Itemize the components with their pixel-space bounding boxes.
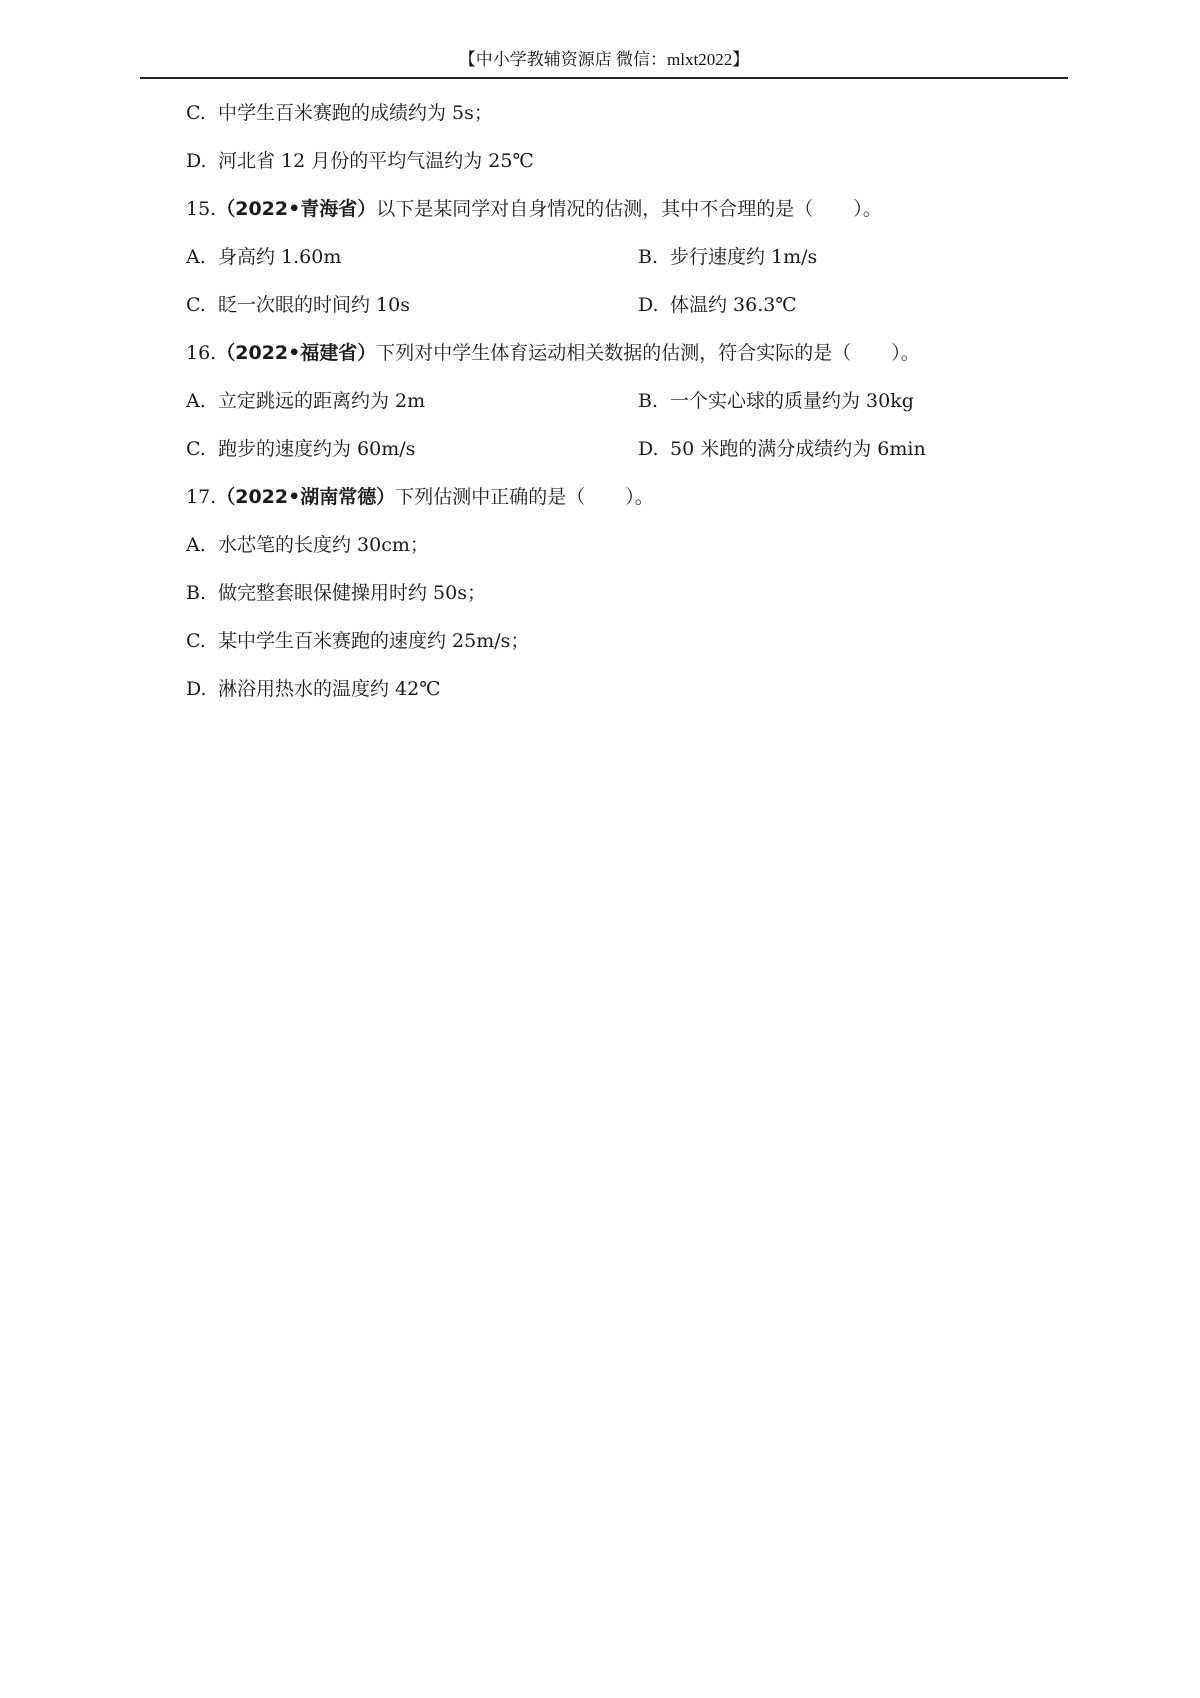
option-line: [186, 676, 440, 702]
question-text: 以下是某同学对自身情况的估测，其中不合理的是（: [376, 198, 814, 220]
option-letter: A.: [186, 390, 206, 412]
question-end: ）。: [853, 198, 882, 220]
option-line: [186, 580, 486, 606]
option-text: 步行速度约 1m/s: [670, 246, 818, 268]
question-source: （2022•湖南常德）: [216, 486, 396, 508]
option-letter: C.: [186, 294, 206, 316]
option-letter: D.: [638, 438, 659, 460]
option-line: [186, 436, 415, 462]
option-letter: B.: [186, 582, 207, 604]
option-text: 身高约 1.60m: [218, 246, 342, 268]
question-source: （2022•青海省）: [216, 198, 377, 220]
option-letter: B.: [638, 246, 659, 268]
option-text: 眨一次眼的时间约 10s: [218, 294, 410, 316]
question-end: ）。: [891, 342, 920, 364]
question-number: 16.: [186, 342, 217, 364]
question-stem: [186, 484, 654, 510]
option-line: [638, 436, 926, 462]
option-line: [638, 292, 797, 318]
option-letter: D.: [186, 150, 207, 172]
option-letter: C.: [186, 630, 206, 652]
option-line: [186, 532, 429, 558]
option-text: 淋浴用热水的温度约 42℃: [218, 678, 441, 700]
header-text: 【中小学教辅资源店 微信：mlxt2022】: [458, 50, 750, 69]
question-stem: [186, 196, 882, 222]
option-text: 做完整套眼保健操用时约 50s；: [218, 582, 486, 604]
option-letter: A.: [186, 246, 206, 268]
option-text: 一个实心球的质量约为 30kg: [670, 390, 914, 412]
option-line: [186, 628, 529, 654]
option-text: 50 米跑的满分成绩约为 6min: [670, 438, 926, 460]
question-text: 下列对中学生体育运动相关数据的估测，符合实际的是（: [376, 342, 852, 364]
option-letter: B.: [638, 390, 659, 412]
question-source: （2022•福建省）: [216, 342, 377, 364]
option-line: [186, 244, 341, 270]
option-letter: C.: [186, 102, 206, 124]
question-end: ）。: [625, 486, 654, 508]
option-line: [186, 292, 410, 318]
option-text: 某中学生百米赛跑的速度约 25m/s；: [218, 630, 530, 652]
option-letter: D.: [638, 294, 659, 316]
option-text: 河北省 12 月份的平均气温约为 25℃: [218, 150, 534, 172]
option-text: 体温约 36.3℃: [670, 294, 797, 316]
option-letter: A.: [186, 534, 206, 556]
page-header: [140, 48, 1068, 79]
option-text: 水芯笔的长度约 30cm；: [218, 534, 429, 556]
option-text: 跑步的速度约为 60m/s: [218, 438, 416, 460]
option-line: [186, 388, 425, 414]
question-text: 下列估测中正确的是（: [395, 486, 586, 508]
option-line: [638, 388, 914, 414]
option-line: [186, 148, 534, 174]
question-stem: [186, 340, 920, 366]
option-letter: C.: [186, 438, 206, 460]
option-line: [638, 244, 817, 270]
option-line: [186, 100, 493, 126]
question-number: 17.: [186, 486, 217, 508]
option-text: 中学生百米赛跑的成绩约为 5s；: [218, 102, 493, 124]
option-text: 立定跳远的距离约为 2m: [218, 390, 426, 412]
option-letter: D.: [186, 678, 207, 700]
question-number: 15.: [186, 198, 217, 220]
